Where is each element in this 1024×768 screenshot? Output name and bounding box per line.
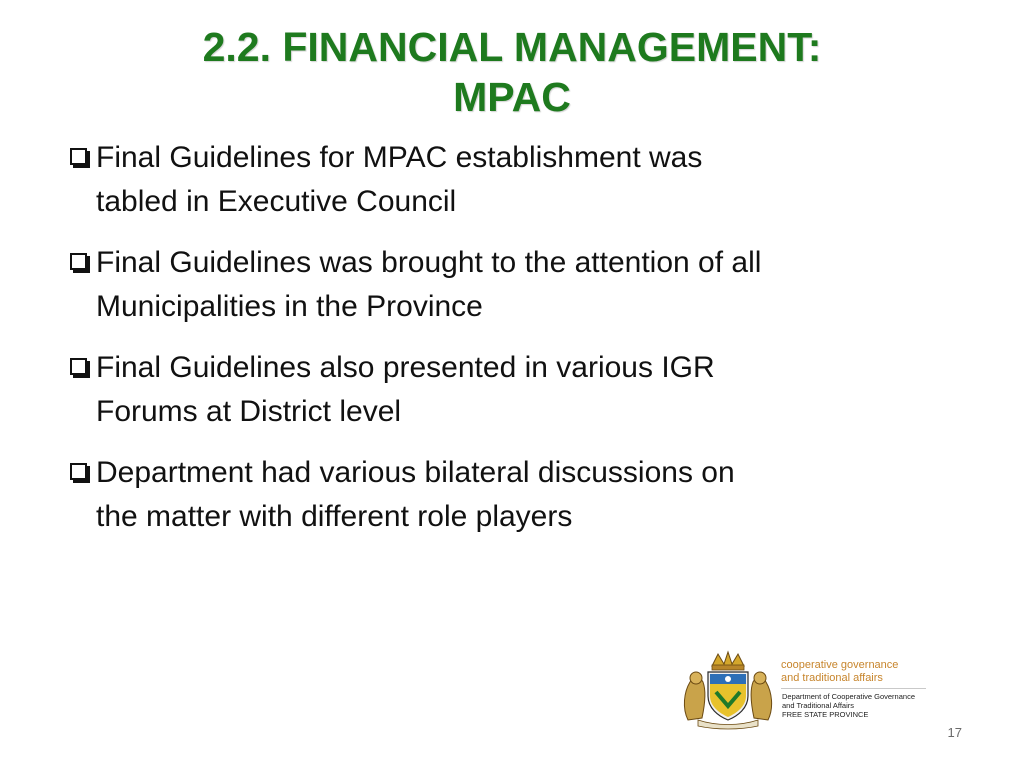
bullet-text-line-2: Municipalities in the Province [96,290,483,323]
divider [781,688,926,689]
department-logo [676,648,926,730]
bullet-item [68,136,948,224]
bullet-item [68,241,948,329]
bullet-text-line-1: Final Guidelines was brought to the attention of all [96,246,762,279]
bullet-text-line-2: the matter with different role players [96,500,573,533]
checkbox-square-icon [70,253,87,270]
title-line-2: MPAC [453,74,571,120]
bullet-text-line-1: Final Guidelines for MPAC establishment was [96,141,703,174]
checkbox-square-icon [70,463,87,480]
coat-of-arms-icon [676,648,780,730]
bullet-text-line-1: Final Guidelines also presented in various IGR [96,351,715,384]
bullet-list [68,136,948,556]
bullet-text-line-2: tabled in Executive Council [96,185,457,218]
bullet-item [68,451,948,539]
bullet-text-line-1: Department had various bilateral discussions on [96,456,735,489]
checkbox-square-icon [70,358,87,375]
bullet-item [68,346,948,434]
slide-title [0,22,1024,122]
title-line-1: 2.2. FINANCIAL MANAGEMENT: [202,24,822,70]
bullet-text-line-2: Forums at District level [96,395,402,428]
department-name-top: cooperative governance and traditional affairs [781,659,899,684]
checkbox-square-icon [70,148,87,165]
department-name-bottom: Department of Cooperative Governance and Traditional Affairs FREE STATE PROVINCE [782,692,915,719]
page-number: 17 [947,725,962,740]
